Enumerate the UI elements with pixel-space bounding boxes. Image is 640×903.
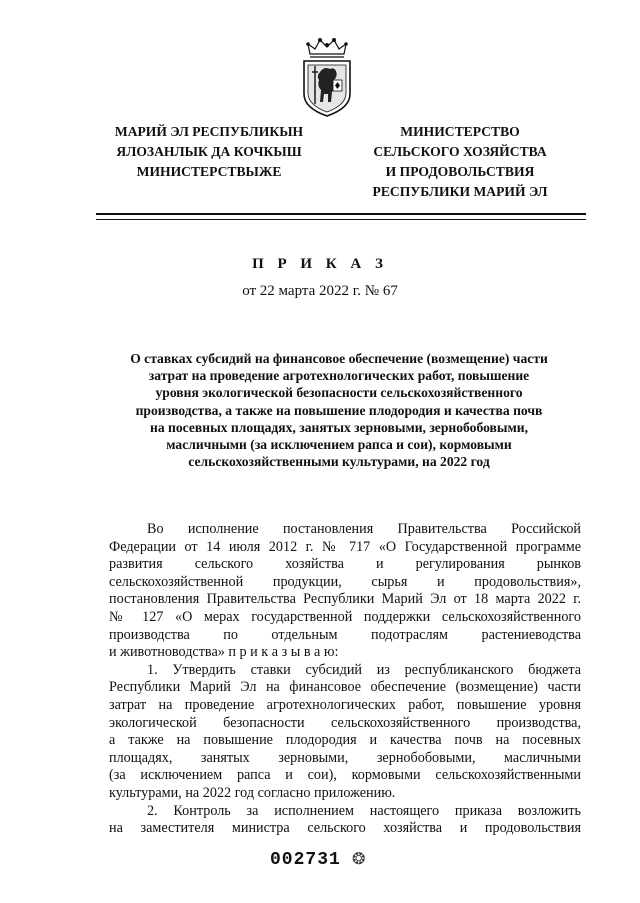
subject-line: масличными (за исключением рапса и сои), кормовыми (166, 437, 512, 453)
body-line: и животноводства» п р и к а з ы в а ю: (109, 644, 339, 661)
body-line: производства по отдельным подотраслям растениеводства (109, 626, 581, 643)
header-left-line: МАРИЙ ЭЛ РЕСПУБЛИКЫН (114, 124, 304, 139)
document-title: П Р И К А З (252, 256, 388, 272)
body-line: развития сельского хозяйства и регулирования рынков (109, 556, 581, 573)
body-line: культурами, на 2022 год согласно приложению. (109, 784, 396, 801)
header-right-line: МИНИСТЕРСТВО (400, 124, 520, 139)
subject-line: О ставках субсидий на финансовое обеспечение (возмещение) части (130, 351, 548, 366)
header-divider-thick (96, 213, 586, 215)
document-date-number: от 22 марта 2022 г. № 67 (242, 283, 398, 299)
body-line: постановления Правительства Республики Марий Эл от 18 марта 2022 г. (109, 591, 581, 608)
body-line: 2. Контроль за исполнением настоящего приказа возложить (147, 802, 581, 819)
header-right-line: СЕЛЬСКОГО ХОЗЯЙСТВА (373, 144, 547, 159)
body-line: 1. Утвердить ставки субсидий из республиканского бюджета (147, 661, 581, 678)
body-line: площадях, занятых зерновыми, зернобобовыми, масличными (109, 749, 581, 766)
body-line: Во исполнение постановления Правительства Российской (147, 521, 581, 537)
header-left-line: ЯЛОЗАНЛЫК ДА КОЧКЫШ (116, 144, 302, 159)
document-body (109, 521, 581, 838)
document-subject (104, 350, 574, 470)
body-line: на заместителя министра сельского хозяйства и продовольствия (109, 820, 581, 837)
form-serial-number: 002731 (270, 850, 341, 870)
body-line: Федерации от 14 июля 2012 г. № 717 «О Государственной программе (109, 538, 581, 555)
header-right-line: И ПРОДОВОЛЬСТВИЯ (385, 164, 535, 179)
header-right-line: РЕСПУБЛИКИ МАРИЙ ЭЛ (372, 184, 548, 199)
subject-line: производства, а также на повышение плодородия и качества почв (135, 402, 543, 418)
body-line: (за исключением рапса и сои), кормовыми сельскохозяйственными (109, 767, 581, 784)
body-line: Республики Марий Эл на финансовое обеспечение (возмещение) части (109, 679, 581, 696)
asterisk-mark-icon: ❂ (352, 851, 366, 868)
body-line: экологической безопасности сельскохозяйственного производства, (109, 714, 581, 731)
ministry-name-mari (100, 122, 318, 182)
subject-line: на посевных площадях, занятых зерновыми, зернобобовыми, (150, 419, 528, 435)
body-line: № 127 «О мерах государственной поддержки сельскохозяйственного (109, 608, 581, 625)
subject-line: сельскохозяйственными культурами, на 2022 год (188, 454, 490, 470)
coat-of-arms-icon (298, 36, 356, 118)
ministry-name-russian (340, 122, 580, 202)
subject-line: затрат на проведение агротехнологических работ, повышение (148, 368, 530, 384)
subject-line: уровня экологической безопасности сельскохозяйственного (155, 385, 523, 401)
header-left-line: МИНИСТЕРСТВЫЖЕ (136, 164, 282, 179)
header-divider-thin (96, 219, 586, 220)
body-line: сельскохозяйственной продукции, сырья и продовольствия», (109, 573, 581, 590)
body-line: а также на повышение плодородия и качества почв на посевных (109, 732, 581, 749)
body-line: затрат на проведение агротехнологических работ, повышение уровня (109, 696, 581, 713)
